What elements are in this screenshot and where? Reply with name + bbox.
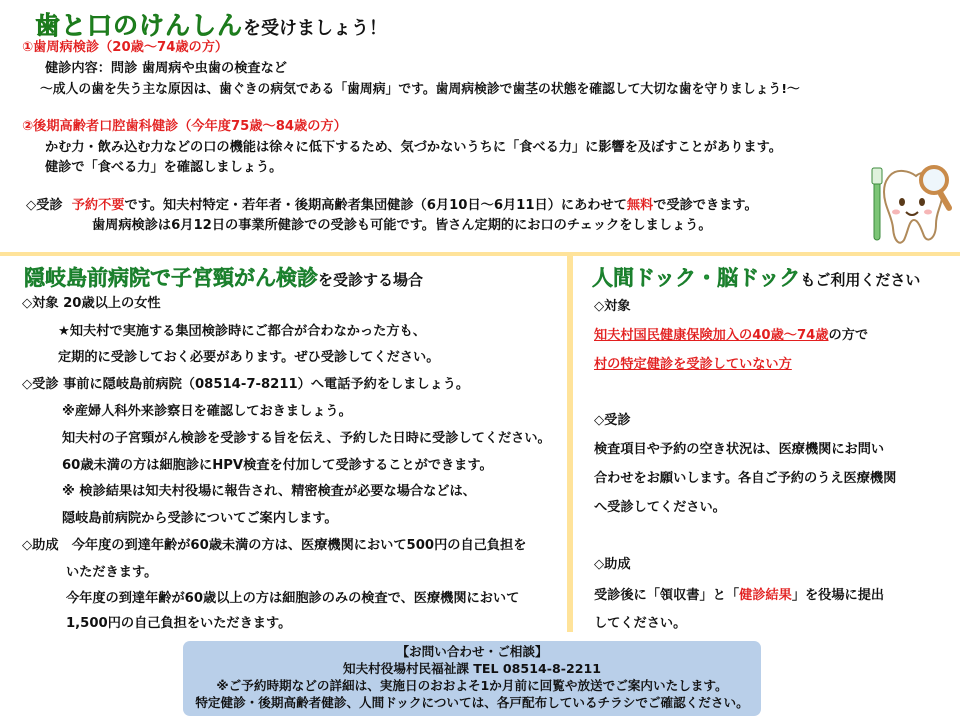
section-divider-band (0, 252, 960, 256)
right-josei-label: ◇助成 (594, 557, 631, 572)
item1-line2: ～成人の歯を失う主な原因は、歯ぐきの病気である「歯周病」です。歯周病検診で歯茎の状態を確認して大切な歯を守りましょう!～ (40, 82, 800, 97)
page-title-main: 歯と口のけんしん (35, 11, 244, 40)
right-josei-pre: 受診後に「領収書」と「 (594, 588, 740, 603)
dock-title (592, 262, 920, 292)
right-josei-line1 (594, 586, 884, 606)
contact-note2: 特定健診・後期高齢者健診、人間ドックについては、各戸配布しているチラシでご確認ください。 (195, 695, 749, 710)
juushin-label: ◇受診 (26, 198, 63, 213)
page-title (35, 6, 387, 42)
left-line-5: 知夫村の子宮頸がん検診を受診する旨を伝え、予約した日時に受診してください。 (62, 431, 551, 446)
left-line-8: 隠岐島前病院から受診についてご案内します。 (62, 511, 338, 526)
right-juushin-line2: へ受診してください。 (594, 500, 726, 515)
left-line-11: 今年度の到達年齢が60歳以上の方は細胞診のみの検査で、医療機関において (66, 591, 520, 606)
right-taisho-red2: 村の特定健診を受診していない方 (594, 357, 792, 372)
left-line-12: 1,500円の自己負担をいただきます。 (66, 616, 292, 631)
tooth-illustration (866, 158, 954, 250)
dock-title-rest: もご利用ください (800, 271, 921, 289)
right-josei-post: 」を役場に提出 (791, 588, 885, 603)
contact-phone: 知夫村役場村民福祉課 TEL 08514-8-2211 (342, 661, 601, 676)
left-line-0: ◇対象 20歳以上の女性 (22, 296, 161, 311)
item2-line2: 健診で「食べる力」を確認しましょう。 (45, 160, 283, 175)
dock-title-main: 人間ドック・脳ドック (592, 266, 801, 290)
right-josei-line2: してください。 (594, 616, 687, 631)
left-line-7: ※ 検診結果は知夫村役場に報告され、精密検査が必要な場合などは、 (62, 484, 476, 499)
contact-heading: 【お問い合わせ・ご相談】 (396, 644, 548, 659)
right-juushin-line0: 検査項目や予約の空き状況は、医療機関にお問い (594, 442, 885, 457)
item2-line1: かむ力・飲み込む力などの口の機能は徐々に低下するため、気づかないうちに「食べる力」に影響を及ぼすことがあります。 (45, 140, 782, 155)
left-line-3: ◇受診 事前に隠岐島前病院（08514-7-8211）へ電話予約をしましょう。 (22, 377, 470, 392)
left-line-6: 60歳未満の方は細胞診にHPV検査を付加して受診することができます。 (62, 458, 493, 473)
right-taisho-after1: の方で (828, 328, 869, 343)
item2-title: ②後期高齢者口腔歯科健診（今年度75歳～84歳の方） (22, 119, 347, 134)
cervical-title-rest: を受診する場合 (318, 271, 424, 289)
right-juushin-line1: 合わせをお願いします。各自ご予約のうえ医療機関 (594, 471, 897, 486)
juushin-row2: 歯周病検診は6月12日の事業所健診での受診も可能です。皆さん定期的にお口のチェックをしましょう。 (92, 218, 712, 233)
juushin-text1: です。知夫村特定・若年者・後期高齢者集団健診（6月10日～6月11日）にあわせて (124, 198, 627, 213)
left-line-1: ★知夫村で実施する集団検診時にご都合が合わなかった方も、 (58, 324, 426, 339)
tooth-icon (866, 158, 954, 250)
page-title-rest: を受けましょう！ (243, 18, 388, 39)
contact-box (183, 641, 761, 716)
cervical-title-main: 隠岐島前病院で子宮頸がん検診 (24, 266, 318, 290)
column-divider (567, 256, 573, 632)
right-taisho-label: ◇対象 (594, 299, 631, 314)
right-taisho-line2 (594, 355, 792, 375)
left-line-2: 定期的に受診しておく必要があります。ぜひ受診してください。 (58, 350, 440, 365)
left-line-9: ◇助成 今年度の到達年齢が60歳未満の方は、医療機関において500円の自己負担を (22, 538, 527, 553)
contact-note1: ※ご予約時期などの詳細は、実施日のおおよそ1か月前に回覧や放送でご案内いたします。 (216, 678, 728, 693)
item1-line1: 健診内容：問診 歯周病や虫歯の検査など (45, 61, 287, 76)
left-line-10: いただきます。 (66, 565, 158, 580)
right-juushin-label: ◇受診 (594, 413, 631, 428)
cervical-cancer-title (24, 262, 423, 292)
free-label: 無料 (626, 198, 654, 213)
no-reservation: 予約不要 (71, 198, 125, 213)
right-taisho-line1 (594, 326, 868, 346)
juushin-text2: で受診できます。 (653, 198, 758, 213)
left-line-4: ※産婦人科外来診察日を確認しておきましょう。 (62, 404, 352, 419)
right-josei-red: 健診結果 (739, 588, 792, 603)
juushin-row1 (26, 196, 758, 216)
right-taisho-red1: 知夫村国民健康保険加入の40歳～74歳 (594, 328, 829, 343)
item1-title: ①歯周病検診（20歳～74歳の方） (22, 40, 229, 55)
